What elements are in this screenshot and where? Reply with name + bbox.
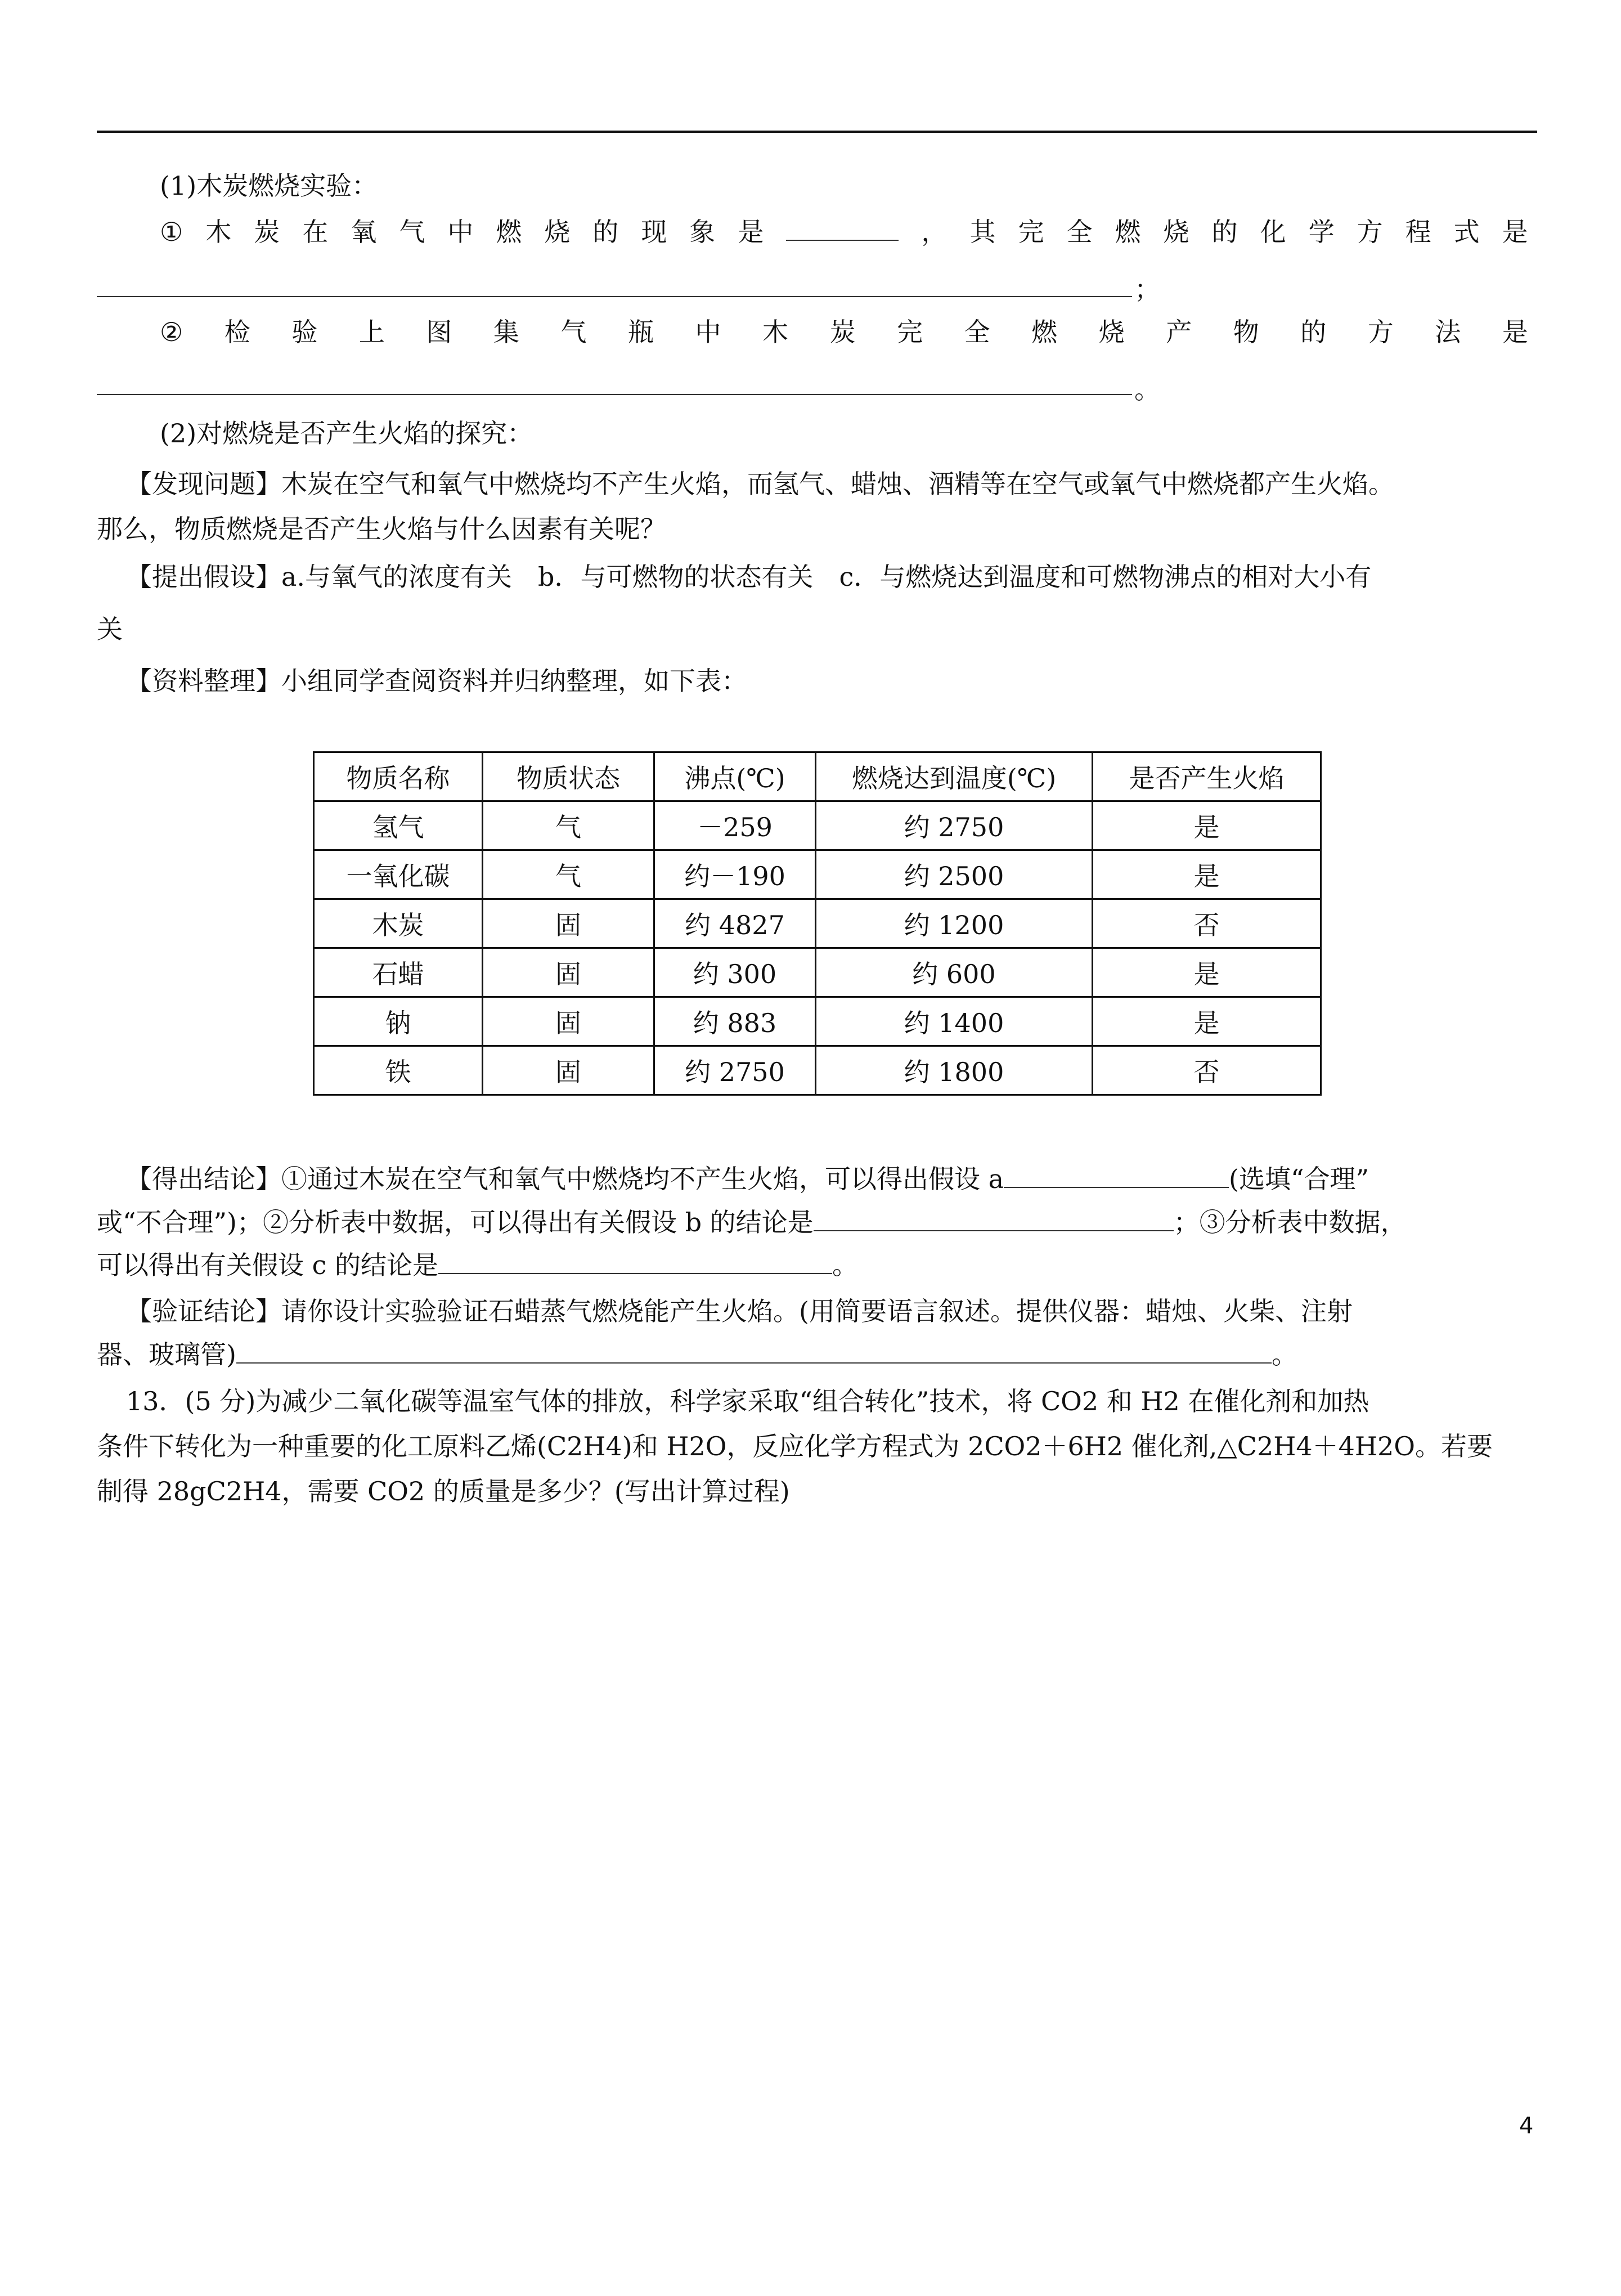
table-cell: 气 — [483, 801, 654, 850]
question-char: 氧 — [351, 217, 377, 247]
table-cell: 约 4827 — [654, 899, 816, 948]
question-char: 化 — [1260, 217, 1286, 247]
table-cell: 固 — [483, 1046, 654, 1095]
question-char: 产 — [1166, 317, 1192, 347]
question-char: 烧 — [1163, 217, 1189, 247]
conclusion-line-2 — [97, 1205, 1407, 1239]
q13-line-3: 制得 28gC2H4，需要 CO2 的质量是多少？(写出计算过程) — [97, 1476, 790, 1506]
table-cell: 是 — [1093, 948, 1321, 997]
verify-answer-blank[interactable] — [236, 1338, 1272, 1364]
question-char: 法 — [1435, 317, 1461, 347]
table-cell: 约 883 — [654, 997, 816, 1046]
question-char: 方 — [1357, 217, 1383, 247]
table-cell: 约 300 — [654, 948, 816, 997]
table-header-row — [314, 752, 1321, 801]
hypothesis-line-1: 【提出假设】a.与氧气的浓度有关 b．与可燃物的状态有关 c．与燃烧达到温度和可燃物沸点的相对大小有 — [126, 562, 1372, 592]
table-cell: 约 2500 — [816, 850, 1093, 899]
q13-line-1: 13．(5 分)为减少二氧化碳等温室气体的排放，科学家采取“组合转化”技术，将 CO2 和 H2 在催化剂和加热 — [126, 1386, 1369, 1416]
question-char: 气 — [560, 317, 587, 347]
question-char: 烧 — [1098, 317, 1125, 347]
hypothesis-b-answer-blank[interactable] — [814, 1205, 1174, 1231]
question-char: 全 — [964, 317, 990, 347]
question-char: 方 — [1367, 317, 1394, 347]
question-char: 木 — [205, 217, 232, 247]
question-char: 炭 — [829, 317, 856, 347]
question-char: 的 — [1211, 217, 1238, 247]
question-char: ① — [160, 217, 183, 247]
question-char: 燃 — [496, 217, 522, 247]
table-cell: 氢气 — [314, 801, 483, 850]
discover-line-1: 【发现问题】木炭在空气和氧气中燃烧均不产生火焰，而氢气、蜡烛、酒精等在空气或氧气中燃烧都产生火焰。 — [126, 469, 1394, 499]
table-row — [314, 948, 1321, 997]
table-row — [314, 997, 1321, 1046]
question-char: 上 — [358, 317, 385, 347]
table-cell: 木炭 — [314, 899, 483, 948]
hypothesis-c-answer-blank[interactable] — [438, 1248, 832, 1274]
question-char: 完 — [897, 317, 923, 347]
header-rule — [97, 131, 1537, 133]
q1-title: (1)木炭燃烧实验： — [160, 171, 378, 201]
q1-b-end-mark: 。 — [1134, 374, 1160, 405]
question-char: 检 — [224, 317, 250, 347]
question-char: 的 — [1300, 317, 1327, 347]
table-header-cell: 物质状态 — [483, 752, 654, 801]
verify-end-mark: 。 — [1271, 1339, 1297, 1370]
conclusion-text: 【得出结论】①通过木炭在空气和氧气中燃烧均不产生火焰，可以得出假设 a — [126, 1164, 1004, 1194]
question-char: 的 — [592, 217, 619, 247]
table-cell: 约 2750 — [816, 801, 1093, 850]
question-char: 瓶 — [627, 317, 654, 347]
question-char: ② — [160, 317, 183, 347]
conclusion-text: 可以得出有关假设 c 的结论是 — [97, 1250, 439, 1280]
table-cell: 否 — [1093, 1046, 1321, 1095]
table-cell: 石蜡 — [314, 948, 483, 997]
q1-b-question-line — [160, 315, 1528, 349]
table-cell: －259 — [654, 801, 816, 850]
question-char: 燃 — [1115, 217, 1141, 247]
table-cell: 是 — [1093, 850, 1321, 899]
q2-title: (2)对燃烧是否产生火焰的探究： — [160, 418, 533, 449]
question-char: 完 — [1018, 217, 1044, 247]
q1-a-question-line — [160, 215, 1528, 249]
table-cell: 气 — [483, 850, 654, 899]
question-char: 燃 — [1031, 317, 1058, 347]
question-char: 象 — [689, 217, 716, 247]
question-char: 物 — [1233, 317, 1259, 347]
table-cell: 固 — [483, 948, 654, 997]
table-cell: 约 2750 — [654, 1046, 816, 1095]
question-char: 式 — [1453, 217, 1480, 247]
question-char: 中 — [447, 217, 474, 247]
table-cell: 固 — [483, 997, 654, 1046]
verify-line-1: 【验证结论】请你设计实验验证石蜡蒸气燃烧能产生火焰。(用简要语言叙述。提供仪器：蜡烛、火柴、注射 — [126, 1296, 1353, 1326]
question-char: 其 — [969, 217, 996, 247]
question-char: 图 — [426, 317, 452, 347]
question-char: 气 — [399, 217, 425, 247]
conclusion-line-1 — [126, 1162, 1369, 1196]
table-cell: 约 1400 — [816, 997, 1093, 1046]
conclusion-text: 或“不合理”)；②分析表中数据，可以得出有关假设 b 的结论是 — [97, 1207, 814, 1237]
hypothesis-a-answer-blank[interactable] — [1004, 1162, 1229, 1188]
hypothesis-line-2: 关 — [97, 614, 123, 644]
question-char: 验 — [291, 317, 318, 347]
table-cell: 一氧化碳 — [314, 850, 483, 899]
q1-a-answer-blank[interactable] — [97, 296, 1132, 297]
question-char: 是 — [738, 217, 764, 247]
table-row — [314, 801, 1321, 850]
page-number: 4 — [1519, 2113, 1534, 2139]
question-char: ， — [921, 217, 948, 247]
verify-line-2 — [97, 1338, 1297, 1371]
question-char: 现 — [641, 217, 667, 247]
question-char: 是 — [1502, 317, 1528, 347]
verify-text: 器、玻璃管) — [97, 1339, 236, 1370]
table-cell: 是 — [1093, 801, 1321, 850]
table-cell: 约 1200 — [816, 899, 1093, 948]
q1-b-answer-blank[interactable] — [97, 394, 1132, 395]
table-cell: 否 — [1093, 899, 1321, 948]
data-organization-line: 【资料整理】小组同学查阅资料并归纳整理，如下表： — [126, 666, 747, 696]
q1-a-end-mark: ； — [1134, 274, 1160, 304]
table-cell: 固 — [483, 899, 654, 948]
table-cell: 铁 — [314, 1046, 483, 1095]
question-char: 中 — [695, 317, 721, 347]
conclusion-text: (选填“合理” — [1229, 1164, 1369, 1194]
table-cell: 约 1800 — [816, 1046, 1093, 1095]
conclusion-line-3 — [97, 1248, 858, 1282]
q1-a-phenomenon-blank[interactable] — [786, 215, 899, 241]
table-cell: 约－190 — [654, 850, 816, 899]
q13-line-2: 条件下转化为一种重要的化工原料乙烯(C2H4)和 H2O，反应化学方程式为 2CO2＋6H2 催化剂,△C2H4＋4H2O。若要 — [97, 1431, 1493, 1461]
table-header-cell: 物质名称 — [314, 752, 483, 801]
question-char: 木 — [762, 317, 789, 347]
question-char: 烧 — [544, 217, 571, 247]
table-header-cell: 沸点(℃) — [654, 752, 816, 801]
discover-line-2: 那么，物质燃烧是否产生火焰与什么因素有关呢？ — [97, 514, 666, 544]
table-cell: 是 — [1093, 997, 1321, 1046]
question-char: 程 — [1405, 217, 1431, 247]
question-char: 全 — [1066, 217, 1093, 247]
table-row — [314, 850, 1321, 899]
question-char: 是 — [1502, 217, 1528, 247]
substance-table — [313, 751, 1322, 1096]
question-char: 学 — [1308, 217, 1335, 247]
conclusion-text: ；③分析表中数据， — [1173, 1207, 1407, 1237]
question-char: 集 — [493, 317, 519, 347]
table-row — [314, 899, 1321, 948]
table-header-cell: 是否产生火焰 — [1093, 752, 1321, 801]
question-char: 在 — [302, 217, 329, 247]
question-char: 炭 — [254, 217, 280, 247]
conclusion-text: 。 — [832, 1250, 859, 1280]
table-cell: 钠 — [314, 997, 483, 1046]
table-header-cell: 燃烧达到温度(℃) — [816, 752, 1093, 801]
table-row — [314, 1046, 1321, 1095]
table-cell: 约 600 — [816, 948, 1093, 997]
